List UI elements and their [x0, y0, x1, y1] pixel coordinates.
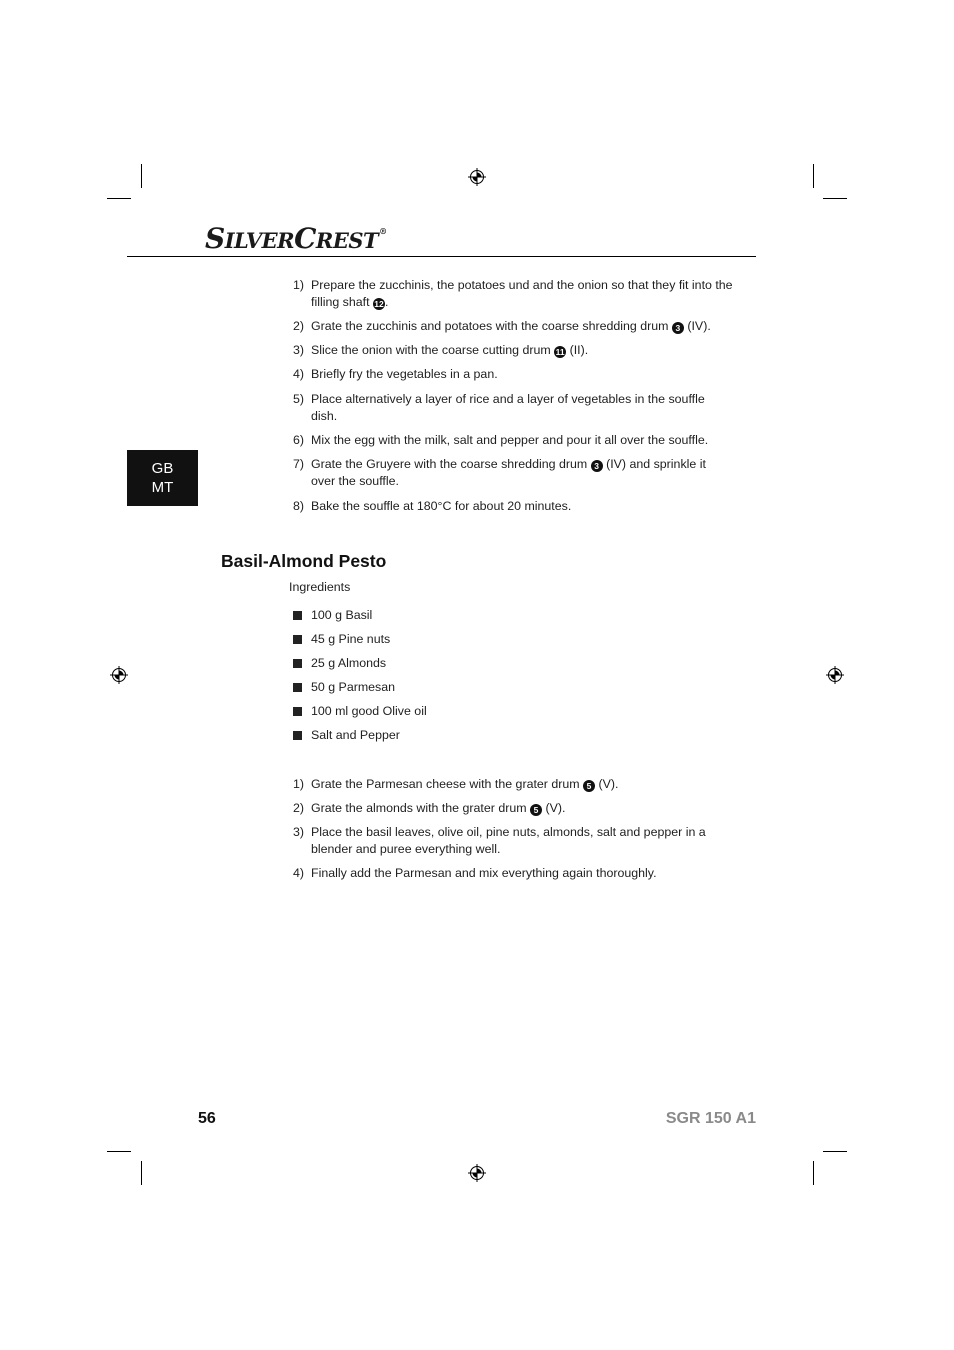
list-item: 2) Grate the almonds with the grater drum 5 (V).	[293, 801, 566, 815]
model-number: SGR 150 A1	[665, 1110, 756, 1127]
crop-mark	[813, 164, 814, 188]
list-item: 8) Bake the souffle at 180°C for about 20 minutes.	[293, 499, 572, 513]
list-item: 45 g Pine nuts	[293, 631, 390, 648]
brand-logo: SILVERCREST®	[205, 222, 387, 255]
part-number-badge: 5	[583, 780, 595, 792]
crop-mark	[823, 1151, 847, 1152]
list-item: 1) Prepare the zucchinis, the potatoes und and the onion so that they fit into the filling shaft 12.	[293, 278, 733, 309]
list-item: 1) Grate the Parmesan cheese with the grater drum 5 (V).	[293, 777, 619, 791]
bullet-icon	[293, 659, 302, 668]
part-number-badge: 3	[591, 460, 603, 472]
list-item: Salt and Pepper	[293, 727, 400, 744]
registration-mark-icon	[468, 168, 486, 186]
list-item: 100 ml good Olive oil	[293, 703, 427, 720]
crop-mark	[107, 198, 131, 199]
language-code-gb: GB	[151, 460, 174, 477]
part-number-badge: 3	[672, 322, 684, 334]
list-item: 100 g Basil	[293, 607, 372, 624]
list-item: 4) Finally add the Parmesan and mix everything again thoroughly.	[293, 866, 657, 880]
part-number-badge: 12	[374, 299, 384, 309]
registration-mark-icon	[826, 666, 844, 684]
page-number: 56	[198, 1110, 216, 1127]
bullet-icon	[293, 635, 302, 644]
list-item: 3) Slice the onion with the coarse cutting drum 11 (II).	[293, 343, 589, 357]
ingredients-label: Ingredients	[289, 580, 351, 594]
crop-mark	[823, 198, 847, 199]
list-item: 2) Grate the zucchinis and potatoes with the coarse shredding drum 3 (IV).	[293, 319, 711, 333]
list-item: 7) Grate the Gruyere with the coarse shredding drum 3 (IV) and sprinkle it over the souffle.	[293, 457, 706, 488]
section-title: Basil-Almond Pesto	[221, 551, 387, 571]
list-item: 3) Place the basil leaves, olive oil, pine nuts, almonds, salt and pepper in a blender and puree everything well.	[293, 825, 706, 856]
registration-mark-icon	[468, 1164, 486, 1182]
crop-mark	[141, 164, 142, 188]
bullet-icon	[293, 683, 302, 692]
list-item: 4) Briefly fry the vegetables in a pan.	[293, 367, 498, 381]
bullet-icon	[293, 707, 302, 716]
language-code-mt: MT	[151, 479, 174, 496]
list-item: 25 g Almonds	[293, 655, 386, 672]
list-item: 50 g Parmesan	[293, 679, 395, 696]
list-item: 6) Mix the egg with the milk, salt and pepper and pour it all over the souffle.	[293, 433, 709, 447]
language-tab	[127, 450, 198, 506]
header-divider	[127, 256, 756, 257]
part-number-badge: 5	[530, 804, 542, 816]
crop-mark	[107, 1151, 131, 1152]
bullet-icon	[293, 611, 302, 620]
registration-mark-icon	[110, 666, 128, 684]
bullet-icon	[293, 731, 302, 740]
part-number-badge: 11	[555, 347, 565, 357]
crop-mark	[813, 1161, 814, 1185]
crop-mark	[141, 1161, 142, 1185]
list-item: 5) Place alternatively a layer of rice and a layer of vegetables in the souffle dish.	[293, 392, 705, 423]
